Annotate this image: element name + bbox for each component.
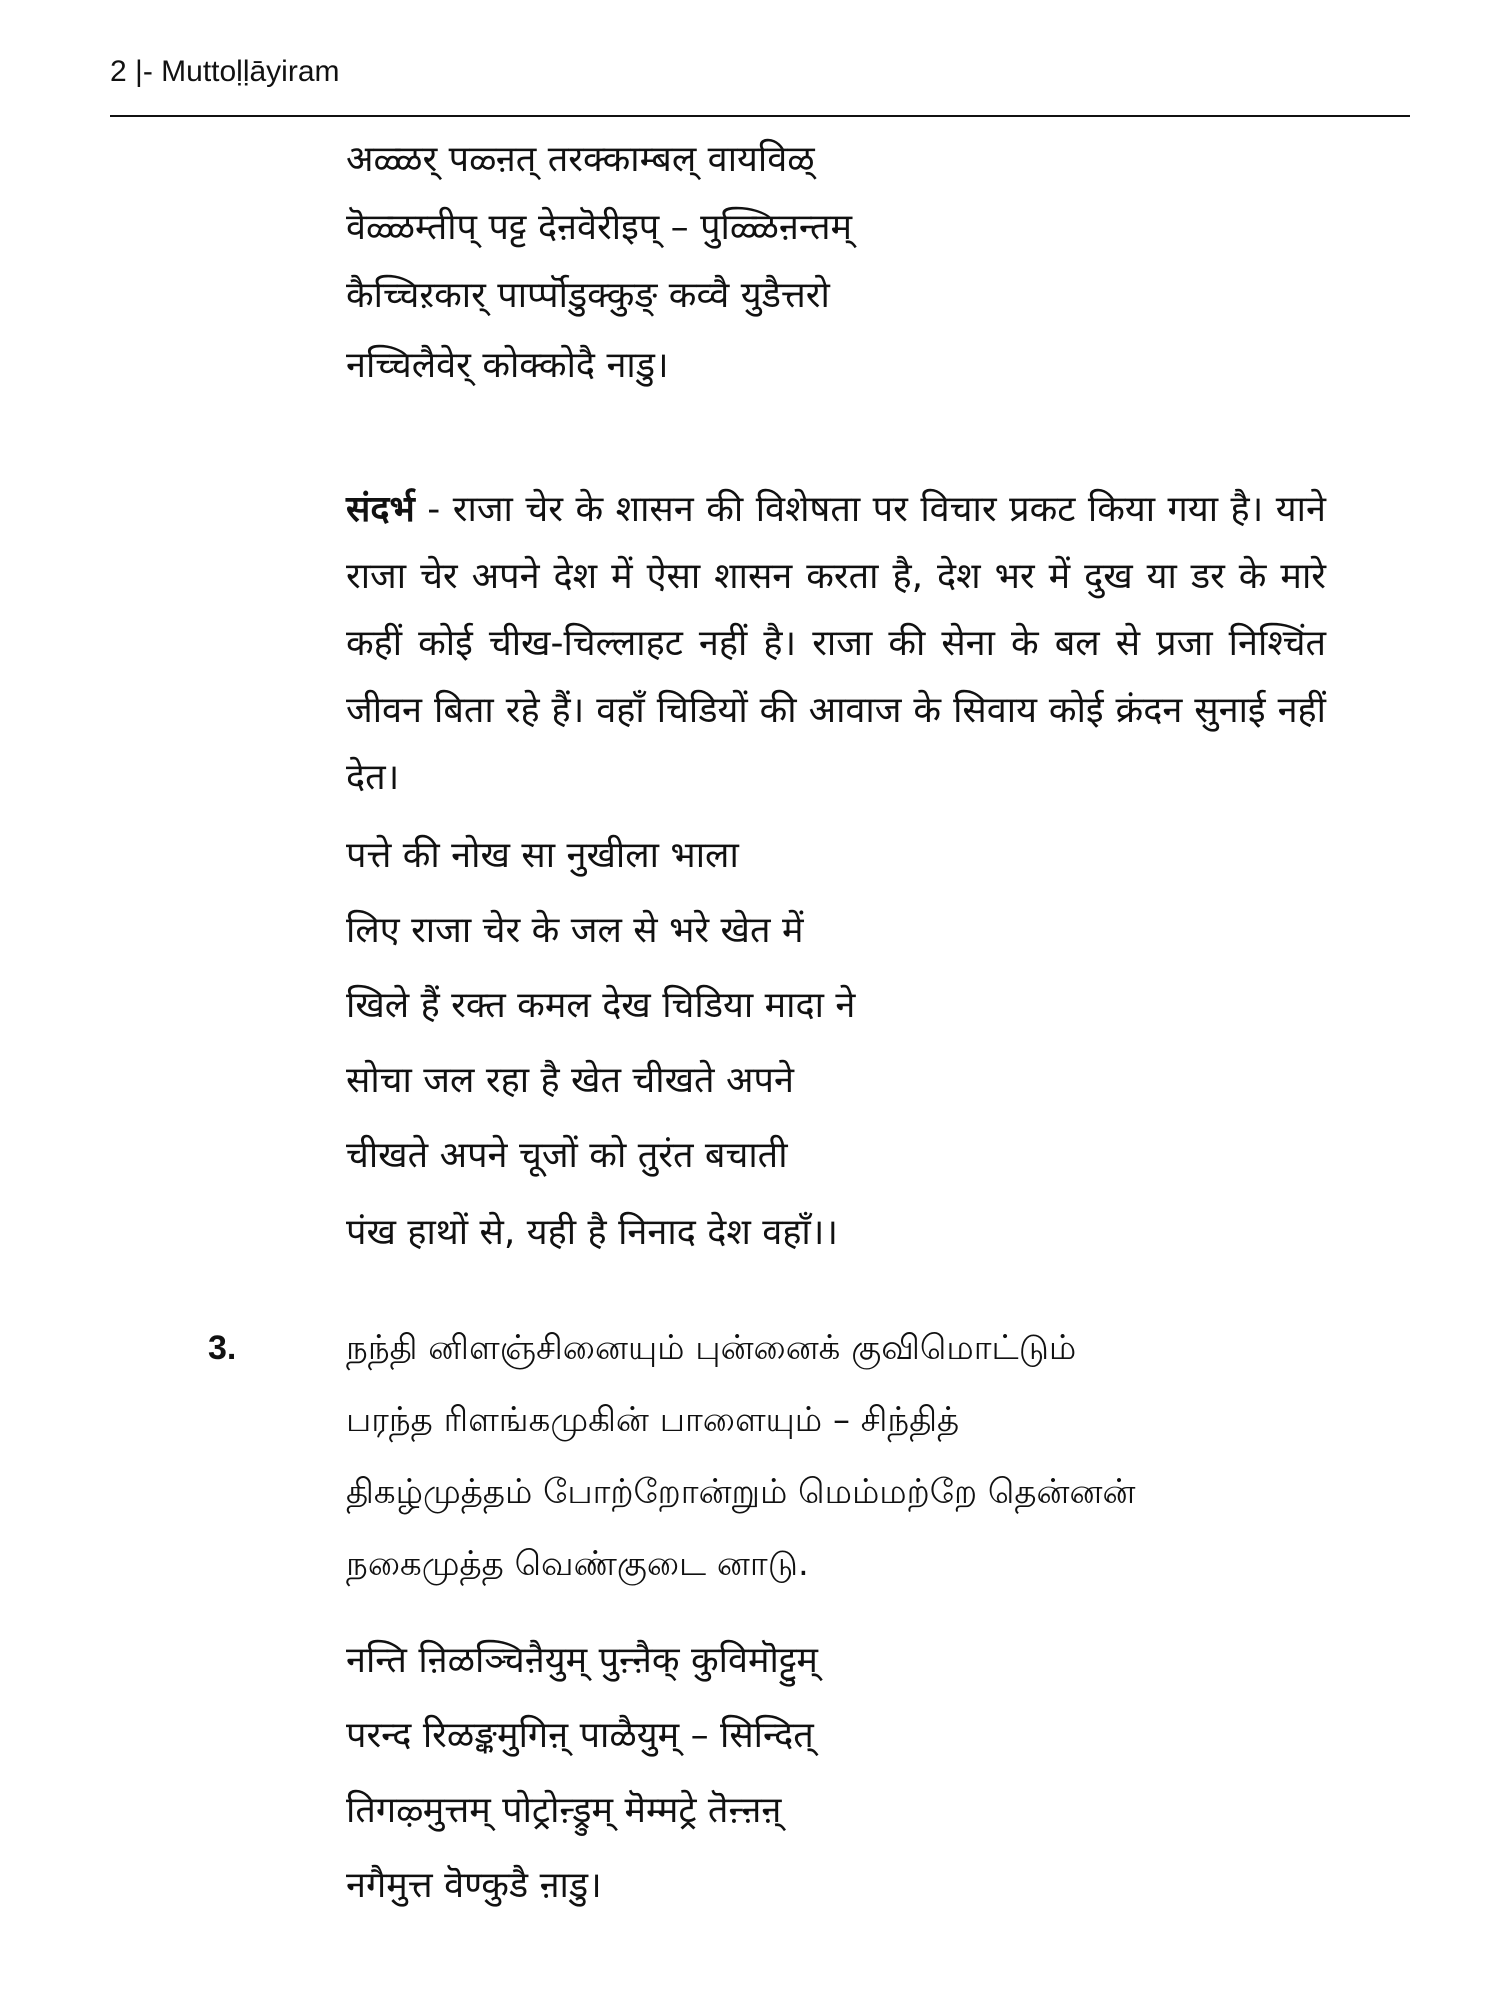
verse-2-devanagari-line-2: वॆळ्ळम्तीप् पट्ट देऩवॆरीइप् – पुळ्ळिऩन्तम् <box>346 207 852 248</box>
verse-3-devanagari-line-3: तिगऴ्मुत्तम् पोट्रोऩ्ड्रुम् मॆम्मट्रे तॆऩ्ऩऩ् <box>346 1790 782 1831</box>
verse-2-devanagari-line-1: अळ्ळर् पळ्ऩत् तरक्काम्बल् वायविळ् <box>346 139 815 180</box>
verse-2-devanagari-line-4: नच्चिलैवेर् कोक्कोदै नाडु। <box>346 345 669 386</box>
context-paragraph <box>346 476 1326 811</box>
verse-3-devanagari-line-4: नगैमुत्त वॆण्कुडै ऩाडु। <box>346 1865 602 1906</box>
verse-3-tamil-line-3: திகழ்முத்தம் போற்றோன்றும் மெம்மற்றே தென்னன் <box>346 1472 1136 1512</box>
header-rule <box>110 115 1410 117</box>
context-text: राजा चेर के शासन की विशेषता पर विचार प्रकट किया गया है। याने राजा चेर अपने देश में ऐसा शासन करता है, देश भर में दुख या डर के मारे कहीं कोई चीख-चिल्लाहट नहीं है। राजा की सेना के बल से प्रजा निश्चिंत जीवन बिता रहे हैं। वहाँ चिडियों की आवाज के सिवाय कोई क्रंदन सुनाई नहीं देत। <box>346 489 1326 798</box>
verse-2-hindi-line-4: सोचा जल रहा है खेत चीखते अपने <box>346 1060 794 1101</box>
verse-2-hindi-line-5: चीखते अपने चूजों को तुरंत बचाती <box>346 1135 788 1176</box>
verse-2-hindi-line-6: पंख हाथों से, यही है निनाद देश वहाँ।। <box>346 1212 839 1253</box>
verse-2-hindi-line-1: पत्ते की नोख सा नुखीला भाला <box>346 835 739 876</box>
verse-3-tamil-line-4: நகைமுத்த வெண்குடை னாடு. <box>346 1544 809 1584</box>
verse-3-number: 3. <box>208 1329 237 1367</box>
verse-2-hindi-line-3: खिले हैं रक्त कमल देख चिडिया मादा ने <box>346 985 856 1026</box>
verse-3-devanagari-line-2: परन्द रिळङ्कमुगिऩ् पाळैयुम् – सिन्दित् <box>346 1715 814 1756</box>
context-label: संदर्भ <box>346 489 415 530</box>
verse-2-devanagari-line-3: कैच्चिऱकार् पार्प्पॊडुक्कुङ् कव्वै युडैत्तरो <box>346 275 830 316</box>
verse-2-hindi-line-2: लिए राजा चेर के जल से भरे खेत में <box>346 910 804 951</box>
verse-3-devanagari-line-1: नन्ति ऩिळञ्चिऩैयुम् पुऩ्ऩैक् कुविमॊट्टुम् <box>346 1640 818 1681</box>
running-header: 2 |- Muttoḷḷāyiram <box>110 55 340 88</box>
context-separator: - <box>414 489 453 530</box>
verse-3-tamil-line-1: நந்தி னிளஞ்சினையும் புன்னைக் குவிமொட்டும் <box>346 1328 1077 1368</box>
verse-3-tamil-line-2: பரந்த ரிளங்கமுகின் பாளையும் – சிந்தித் <box>346 1400 960 1440</box>
